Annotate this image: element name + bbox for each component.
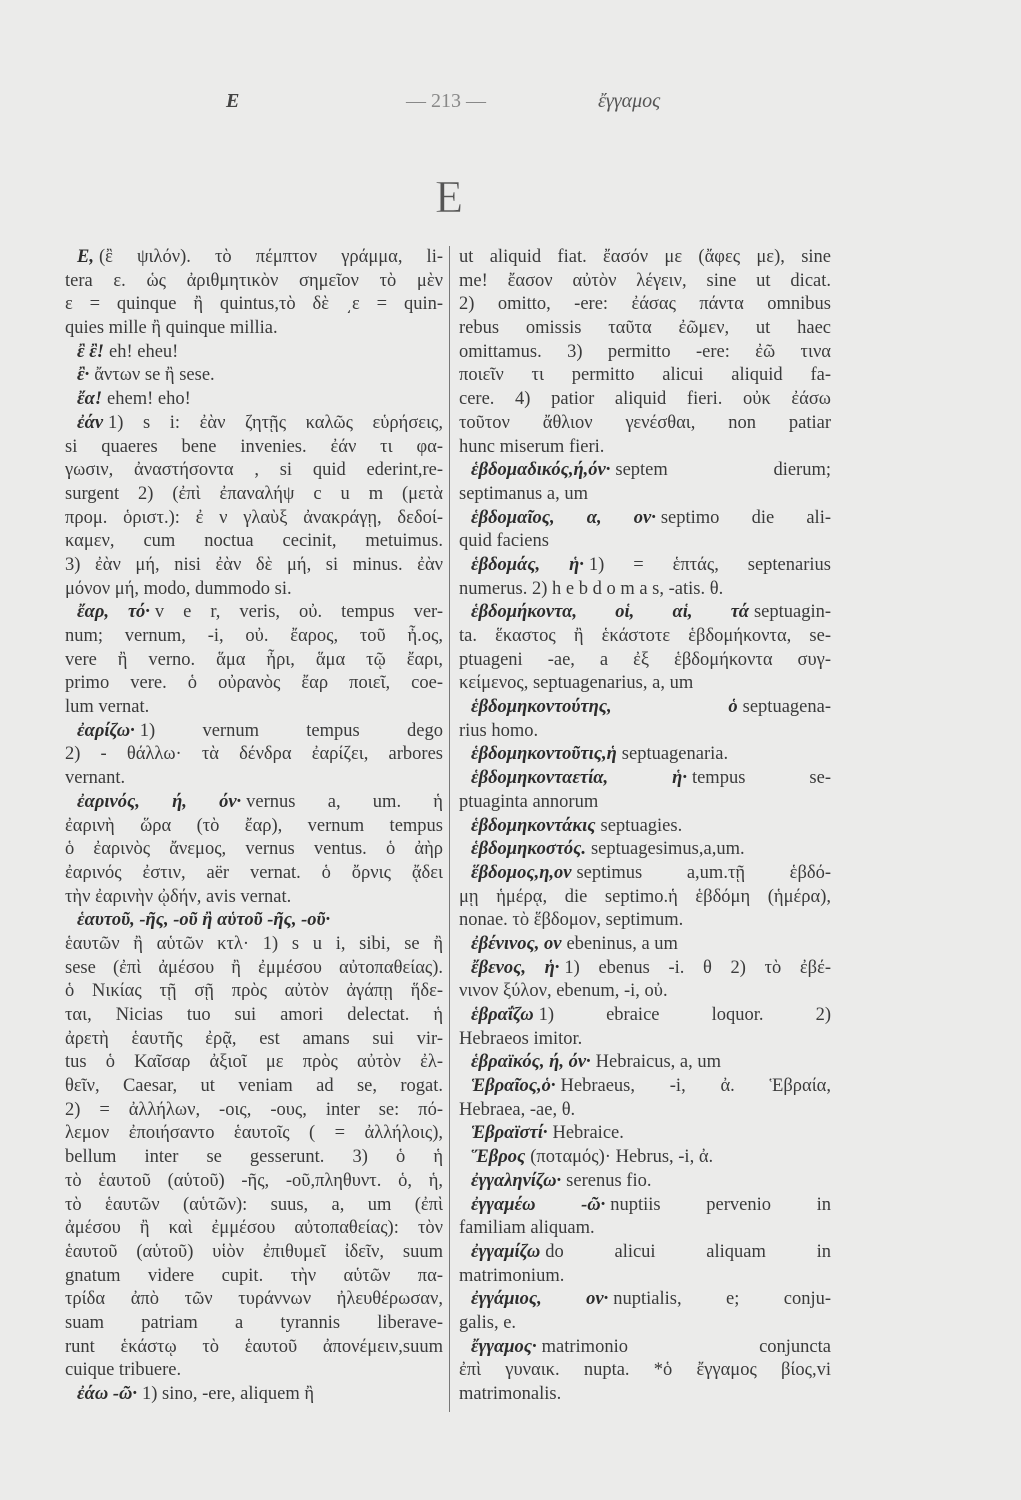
entry-text: ἐπὶ γυναικ. nupta. *ὁ ἔγγαμος βίος,vi xyxy=(459,1360,831,1381)
entry-text: surgent 2) (ἐπὶ ἐπαναλήψ c u m (μετὰ xyxy=(65,483,443,504)
dictionary-entry xyxy=(65,1383,443,1407)
dictionary-entry xyxy=(459,815,831,839)
entry-text: nuptialis, e; conju- xyxy=(613,1289,831,1310)
entry-line xyxy=(65,1359,443,1383)
entry-line xyxy=(459,412,831,436)
headword: Ε, xyxy=(77,247,94,267)
section-letter: Ε xyxy=(434,171,464,222)
entry-line xyxy=(65,578,443,602)
dictionary-entry xyxy=(65,720,443,744)
entry-text: τὸ ἑαυτοῦ (αὑτοῦ) -ῆς, -οῦ,πληθυντ. ὁ, ἡ, xyxy=(65,1170,443,1191)
dictionary-entry xyxy=(65,791,443,815)
entry-text: quid faciens xyxy=(459,531,549,552)
entry-line xyxy=(65,696,443,720)
entry-line xyxy=(65,957,443,981)
dictionary-entry xyxy=(65,601,443,625)
dictionary-entry xyxy=(459,933,831,957)
dictionary-entry xyxy=(65,246,443,270)
entry-line xyxy=(65,1336,443,1360)
entry-text: προμ. ὁριστ.): ἐ ν γλαὺξ ἀνακράγῃ, δεδοί- xyxy=(65,507,443,528)
entry-text: primo vere. ὁ οὐρανὸς ἔαρ ποιεῖ, coe- xyxy=(65,673,443,694)
dictionary-entry xyxy=(65,364,443,388)
entry-line xyxy=(459,317,831,341)
entry-line xyxy=(459,578,831,602)
entry-line xyxy=(65,815,443,839)
entry-text: ἑαυτοῦ (αὑτοῦ) υἱὸν ἐπιθυμεῖ ἰδεῖν, suum xyxy=(65,1241,443,1262)
headword: ἑβδομηκοντούτης, ὁ xyxy=(471,697,738,718)
entry-text: septimus a,um.τῇ ἑβδό- xyxy=(576,862,831,883)
entry-text: 1) = ἑπτάς, septenarius xyxy=(588,554,831,575)
entry-line xyxy=(459,270,831,294)
entry-text: septuagies. xyxy=(600,815,683,836)
entry-text: κείμενος, septuagenarius, a, um xyxy=(459,673,694,694)
entry-line xyxy=(459,720,831,744)
entry-line xyxy=(65,1004,443,1028)
entry-line xyxy=(65,1217,443,1241)
entry-text: nuptiis pervenio in xyxy=(610,1194,831,1215)
entry-line xyxy=(65,530,443,554)
dictionary-entry xyxy=(459,1288,831,1312)
entry-text: vernus a, um. ἡ xyxy=(246,791,443,812)
entry-text: gnatum videre cupit. τὴν αὑτῶν πα- xyxy=(65,1265,443,1286)
headword: ἔγγαμος· xyxy=(471,1336,537,1357)
entry-text: ἀρετὴ ἑαυτῆς ἐρᾷ, est amans sui vir- xyxy=(65,1028,443,1049)
page-number: — 213 — xyxy=(406,90,486,112)
entry-line xyxy=(459,791,831,815)
entry-text: 2) omitto, -ere: ἐάσας πάντα omnibus xyxy=(459,294,831,315)
entry-text: suam patriam a tyrannis liberave- xyxy=(65,1312,443,1333)
entry-text: ebeninus, a um xyxy=(566,933,678,954)
headword: ἑαυτοῦ, -ῆς, -οῦ ἢ αὑτοῦ -ῆς, -οῦ· xyxy=(77,910,331,931)
dictionary-entry xyxy=(459,1336,831,1360)
dictionary-entry xyxy=(459,1004,831,1028)
entry-text: num; vernum, -i, οὐ. ἔαρος, τοῦ ἦ.ος, xyxy=(65,626,443,646)
headword: ἑβραϊκός, ή, όν· xyxy=(471,1052,591,1073)
entry-text: ptuaginta annorum xyxy=(459,791,599,812)
entry-text: ut aliquid fiat. ἔασόν με (ἄφες με), sine xyxy=(459,247,831,267)
entry-text: λεμον ἐποιήσαντο ἑαυτοῖς ( = ἀλλήλοις), xyxy=(65,1123,443,1144)
entry-line xyxy=(65,1241,443,1265)
entry-text: καμεν, cum noctua cecinit, metuimus. xyxy=(65,531,443,552)
entry-line xyxy=(459,483,831,507)
dictionary-entry xyxy=(459,459,831,483)
entry-text: θεῖν, Caesar, ut veniam ad se, rogat. xyxy=(65,1076,443,1097)
dictionary-entry xyxy=(459,507,831,531)
entry-line xyxy=(65,1051,443,1075)
entry-text: ὁ ἐαρινὸς ἄνεμος, vernus ventus. ὁ ἀὴρ xyxy=(65,839,443,860)
entry-line xyxy=(65,672,443,696)
entry-line xyxy=(65,838,443,862)
headword: ἒ ἒ! xyxy=(77,341,105,362)
entry-line xyxy=(65,980,443,1004)
entry-line xyxy=(65,1028,443,1052)
entry-line xyxy=(459,649,831,673)
dictionary-entry xyxy=(459,1075,831,1099)
entry-text: hunc miserum fieri. xyxy=(459,436,605,457)
entry-line xyxy=(65,317,443,341)
entry-line xyxy=(65,1170,443,1194)
entry-line xyxy=(65,933,443,957)
entry-text: familiam aliquam. xyxy=(459,1218,595,1239)
entry-line xyxy=(65,459,443,483)
entry-text: τοῦτον ἄθλιον γενέσθαι, non patiar xyxy=(459,412,831,433)
entry-text: septuagesimus,a,um. xyxy=(590,839,745,860)
entry-text: septuagena- xyxy=(742,697,831,718)
headword: ἐγγαμέω -ῶ· xyxy=(471,1194,606,1215)
entry-line xyxy=(65,886,443,910)
entry-text: nonae. τὸ ἕβδομον, septimum. xyxy=(459,910,684,931)
entry-text: bellum inter se gesserunt. 3) ὁ ἡ xyxy=(65,1147,443,1168)
entry-line xyxy=(65,436,443,460)
running-head-word: ἔγγαμος xyxy=(598,90,661,112)
entry-text: si quaeres bene invenies. ἐάν τι φα- xyxy=(65,436,443,457)
entry-line xyxy=(459,388,831,412)
entry-text: ε = quinque ἢ quintus,τὸ δὲ ͵ε = quin- xyxy=(65,294,443,315)
entry-line xyxy=(459,1383,831,1407)
entry-line xyxy=(65,862,443,886)
headword: ἐγγαμίζω xyxy=(471,1241,541,1262)
entry-text: vere ἢ verno. ἅμα ἦρι, ἅμα τῷ ἔαρι, xyxy=(65,649,443,670)
dictionary-entry xyxy=(459,1051,831,1075)
entry-text: (ποταμός)· Hebrus, -i, ἀ. xyxy=(530,1147,714,1168)
entry-text: τρίδα ἀπὸ τῶν τυράννων ἠλευθέρωσαν, xyxy=(65,1289,443,1310)
entry-line xyxy=(65,1194,443,1218)
entry-text: ποιεῖν τι permitto alicui aliquid fa- xyxy=(459,365,831,386)
entry-text: do alicui aliquam in xyxy=(545,1241,831,1262)
entry-text: cuique tribuere. xyxy=(65,1360,182,1381)
dictionary-entry xyxy=(65,412,443,436)
dictionary-entry xyxy=(459,767,831,791)
entry-text: μῃ ἡμέρᾳ, die septimo.ἡ ἑβδόμη (ἡμέρα), xyxy=(459,886,831,907)
entry-text: eh! eheu! xyxy=(109,341,179,362)
headword: ἑβδομηκονταετία, ἡ· xyxy=(471,768,687,789)
entry-text: Hebraea, -ae, θ. xyxy=(459,1099,576,1120)
entry-text: lum vernat. xyxy=(65,697,150,718)
headword: ἒ· xyxy=(77,365,90,386)
headword: ἑβραΐζω xyxy=(471,1005,534,1025)
headword: ἑβδομαδικός,ή,όν· xyxy=(471,460,611,481)
right-column xyxy=(459,246,831,1407)
entry-text: septimo die ali- xyxy=(660,507,831,528)
entry-line xyxy=(65,270,443,294)
dictionary-entry xyxy=(459,601,831,625)
entry-text: rebus omissis ταῦτα ἐῶμεν, ut haec xyxy=(459,318,831,339)
headword: ἕβδομος,η,ον xyxy=(471,862,572,883)
headword: ἐαρινός, ή, όν· xyxy=(77,791,242,812)
left-column xyxy=(65,246,443,1407)
entry-text: sese (ἐπὶ ἀμέσου ἢ ἐμμέσου αὐτοπαθείας). xyxy=(65,957,443,978)
entry-line xyxy=(65,1288,443,1312)
dictionary-entry xyxy=(459,1194,831,1218)
headword: ἐάν xyxy=(77,412,104,433)
entry-line xyxy=(459,1359,831,1383)
entry-text: Hebraice. xyxy=(552,1123,624,1144)
entry-text: matrimonium. xyxy=(459,1265,565,1286)
entry-line xyxy=(459,530,831,554)
entry-line xyxy=(459,625,831,649)
entry-text: cere. 4) patior aliquid fieri. οὐκ ἐάσω xyxy=(459,389,831,410)
entry-text: ta. ἕκαστος ἢ ἑκάστοτε ἑβδομήκοντα, se- xyxy=(459,626,831,646)
dictionary-entry xyxy=(65,341,443,365)
entry-line xyxy=(65,483,443,507)
entry-line xyxy=(65,767,443,791)
entry-text: septuagin- xyxy=(753,602,831,623)
headword: ἔαρ, τό· xyxy=(77,602,150,623)
entry-text: ἐαρινὴ ὥρα (τὸ ἔαρ), vernum tempus xyxy=(65,815,443,836)
entry-text: omittamus. 3) permitto -ere: ἐῶ τινα xyxy=(459,341,831,362)
entry-line xyxy=(65,625,443,649)
entry-line xyxy=(459,364,831,388)
headword: ἐγγαληνίζω· xyxy=(471,1170,562,1191)
headword: ἑβδομηκοστός. xyxy=(471,839,586,860)
entry-text: septuagenaria. xyxy=(621,744,729,765)
entry-text: Hebraicus, a, um xyxy=(595,1052,722,1073)
entry-text: tera ε. ὡς ἀριθμητικὸν σημεῖον τὸ μὲν xyxy=(65,270,443,291)
dictionary-entry xyxy=(459,554,831,578)
entry-line xyxy=(65,1075,443,1099)
entry-text: ἀμέσου ἢ καὶ ἐμμέσου αὐτοπαθείας): τὸν xyxy=(65,1218,443,1239)
entry-text: τὴν ἐαρινὴν ᾠδήν, avis vernat. xyxy=(65,886,292,907)
dictionary-entry xyxy=(459,862,831,886)
entry-text: quies mille ἢ quinque millia. xyxy=(65,318,278,339)
entry-text: (ἒ ψιλόν). τὸ πέμπτον γράμμα, li- xyxy=(98,247,443,267)
entry-text: tempus se- xyxy=(691,768,831,789)
entry-text: v e r, veris, οὐ. tempus ver- xyxy=(154,602,443,623)
entry-text: ptuageni -ae, a ἐξ ἑβδομήκοντα συγ- xyxy=(459,649,831,670)
entry-text: tus ὁ Καῖσαρ ἀξιοῖ με πρὸς αὐτὸν ἐλ- xyxy=(65,1052,443,1073)
headword: Ἑβραῖος,ὁ· xyxy=(471,1076,556,1097)
dictionary-entry xyxy=(459,1146,831,1170)
entry-line xyxy=(459,1099,831,1123)
headword: ἐαρίζω· xyxy=(77,720,135,741)
dictionary-entry xyxy=(459,743,831,767)
entry-text: ehem! eho! xyxy=(107,389,191,410)
dictionary-entry xyxy=(459,1170,831,1194)
headword: ἑβδομηκοντάκις xyxy=(471,815,596,836)
column-divider xyxy=(449,246,450,1412)
entry-text: ἄντων se ἢ sese. xyxy=(94,365,215,386)
entry-text: ται, Nicias tuo sui amori delectat. ἡ xyxy=(65,1005,443,1025)
entry-line xyxy=(459,1265,831,1289)
dictionary-entry xyxy=(459,1122,831,1146)
entry-line xyxy=(459,886,831,910)
entry-text: septem dierum; xyxy=(615,460,831,481)
headword: Ἕβρος xyxy=(471,1147,526,1168)
headword: ἔα! xyxy=(77,389,103,410)
entry-line xyxy=(65,649,443,673)
dictionary-entry xyxy=(459,838,831,862)
entry-text: matrimonio conjuncta xyxy=(541,1336,831,1357)
dictionary-entry xyxy=(459,696,831,720)
entry-text: runt ἑκάστῳ τὸ ἑαυτοῦ ἀπονέμειν,suum xyxy=(65,1336,443,1357)
entry-line xyxy=(65,554,443,578)
entry-text: νινον ξύλον, ebenum, -i, οὐ. xyxy=(459,981,668,1002)
headword: ἔβενος, ἡ· xyxy=(471,957,560,978)
entry-line xyxy=(65,1122,443,1146)
entry-text: τὸ ἑαυτῶν (αὑτῶν): suus, a, um (ἐπὶ xyxy=(65,1194,443,1215)
entry-text: ἐαρινός ἐστιν, aër vernat. ὁ ὄρνις ᾄδει xyxy=(65,862,443,883)
entry-text: septimanus a, um xyxy=(459,483,588,504)
headword: ἑβδομαῖος, α, ον· xyxy=(471,507,656,528)
entry-text: rius homo. xyxy=(459,720,539,741)
headword: ἐβένινος, ον xyxy=(471,933,562,954)
entry-line xyxy=(459,293,831,317)
entry-line xyxy=(459,1028,831,1052)
headword: ἐάω -ῶ· xyxy=(77,1384,137,1404)
dictionary-entry xyxy=(459,1241,831,1265)
entry-line xyxy=(65,743,443,767)
entry-line xyxy=(65,1265,443,1289)
entry-line xyxy=(65,293,443,317)
dictionary-entry xyxy=(459,957,831,981)
entry-text: 1) sino, -ere, aliquem ἢ xyxy=(142,1384,315,1404)
dictionary-entry xyxy=(459,246,831,270)
headword: ἑβδομήκοντα, οἱ, αἱ, τά xyxy=(471,602,749,623)
entry-text: 2) - θάλλω· τὰ δένδρα ἐαρίζει, arbores xyxy=(65,744,443,765)
entry-line xyxy=(65,1099,443,1123)
dictionary-entry xyxy=(65,909,443,933)
entry-text: 1) vernum tempus dego xyxy=(139,720,443,741)
entry-text: 1) s i: ἐὰν ζητῇς καλῶς εὑρήσεις, xyxy=(108,412,443,433)
dictionary-entry xyxy=(65,388,443,412)
entry-line xyxy=(459,341,831,365)
entry-line xyxy=(459,1217,831,1241)
entry-text: 2) = ἀλλήλων, -οις, -ους, inter se: πό- xyxy=(65,1099,443,1120)
entry-text: μόνον μή, modo, dummodo si. xyxy=(65,578,292,599)
entry-line xyxy=(459,980,831,1004)
entry-line xyxy=(459,1312,831,1336)
entry-line xyxy=(459,909,831,933)
entry-text: Hebraeos imitor. xyxy=(459,1028,583,1049)
entry-text: 1) ebraice loquor. 2) xyxy=(538,1005,831,1025)
headword: ἐγγάμιος, ον· xyxy=(471,1289,609,1310)
entry-text: galis, e. xyxy=(459,1312,517,1333)
entry-text: ἑαυτῶν ἢ αὑτῶν κτλ· 1) s u i, sibi, se ἢ xyxy=(65,933,443,954)
entry-line xyxy=(65,1146,443,1170)
headword: Ἑβραϊστί· xyxy=(471,1123,548,1144)
entry-text: matrimonalis. xyxy=(459,1384,562,1404)
entry-line xyxy=(459,672,831,696)
headword: ἑβδομάς, ἡ· xyxy=(471,554,584,575)
entry-text: 1) ebenus -i. θ 2) τὸ ἐβέ- xyxy=(564,957,831,978)
entry-line xyxy=(459,436,831,460)
entry-text: vernant. xyxy=(65,768,126,789)
entry-text: me! ἔασον αὐτὸν λέγειν, sine ut dicat. xyxy=(459,270,831,291)
running-head-letter: Ε xyxy=(226,90,240,112)
entry-text: serenus fio. xyxy=(566,1170,652,1191)
entry-text: Hebraeus, -i, ἀ. Ἑβραία, xyxy=(560,1076,831,1097)
entry-line xyxy=(65,1312,443,1336)
entry-text: ὁ Νικίας τῇ σῇ πρὸς αὐτὸν ἀγάπῃ ἥδε- xyxy=(65,981,443,1002)
headword: ἑβδομηκοντοῦτις,ἡ xyxy=(471,744,617,765)
entry-text: numerus. 2) h e b d o m a s, -atis. θ. xyxy=(459,578,724,599)
entry-text: 3) ἐὰν μή, nisi ἐὰν δὲ μή, si minus. ἐὰν xyxy=(65,554,443,575)
entry-text: γωσιν, ἀναστήσοντα , si quid ederint,re- xyxy=(65,460,443,481)
entry-line xyxy=(65,507,443,531)
